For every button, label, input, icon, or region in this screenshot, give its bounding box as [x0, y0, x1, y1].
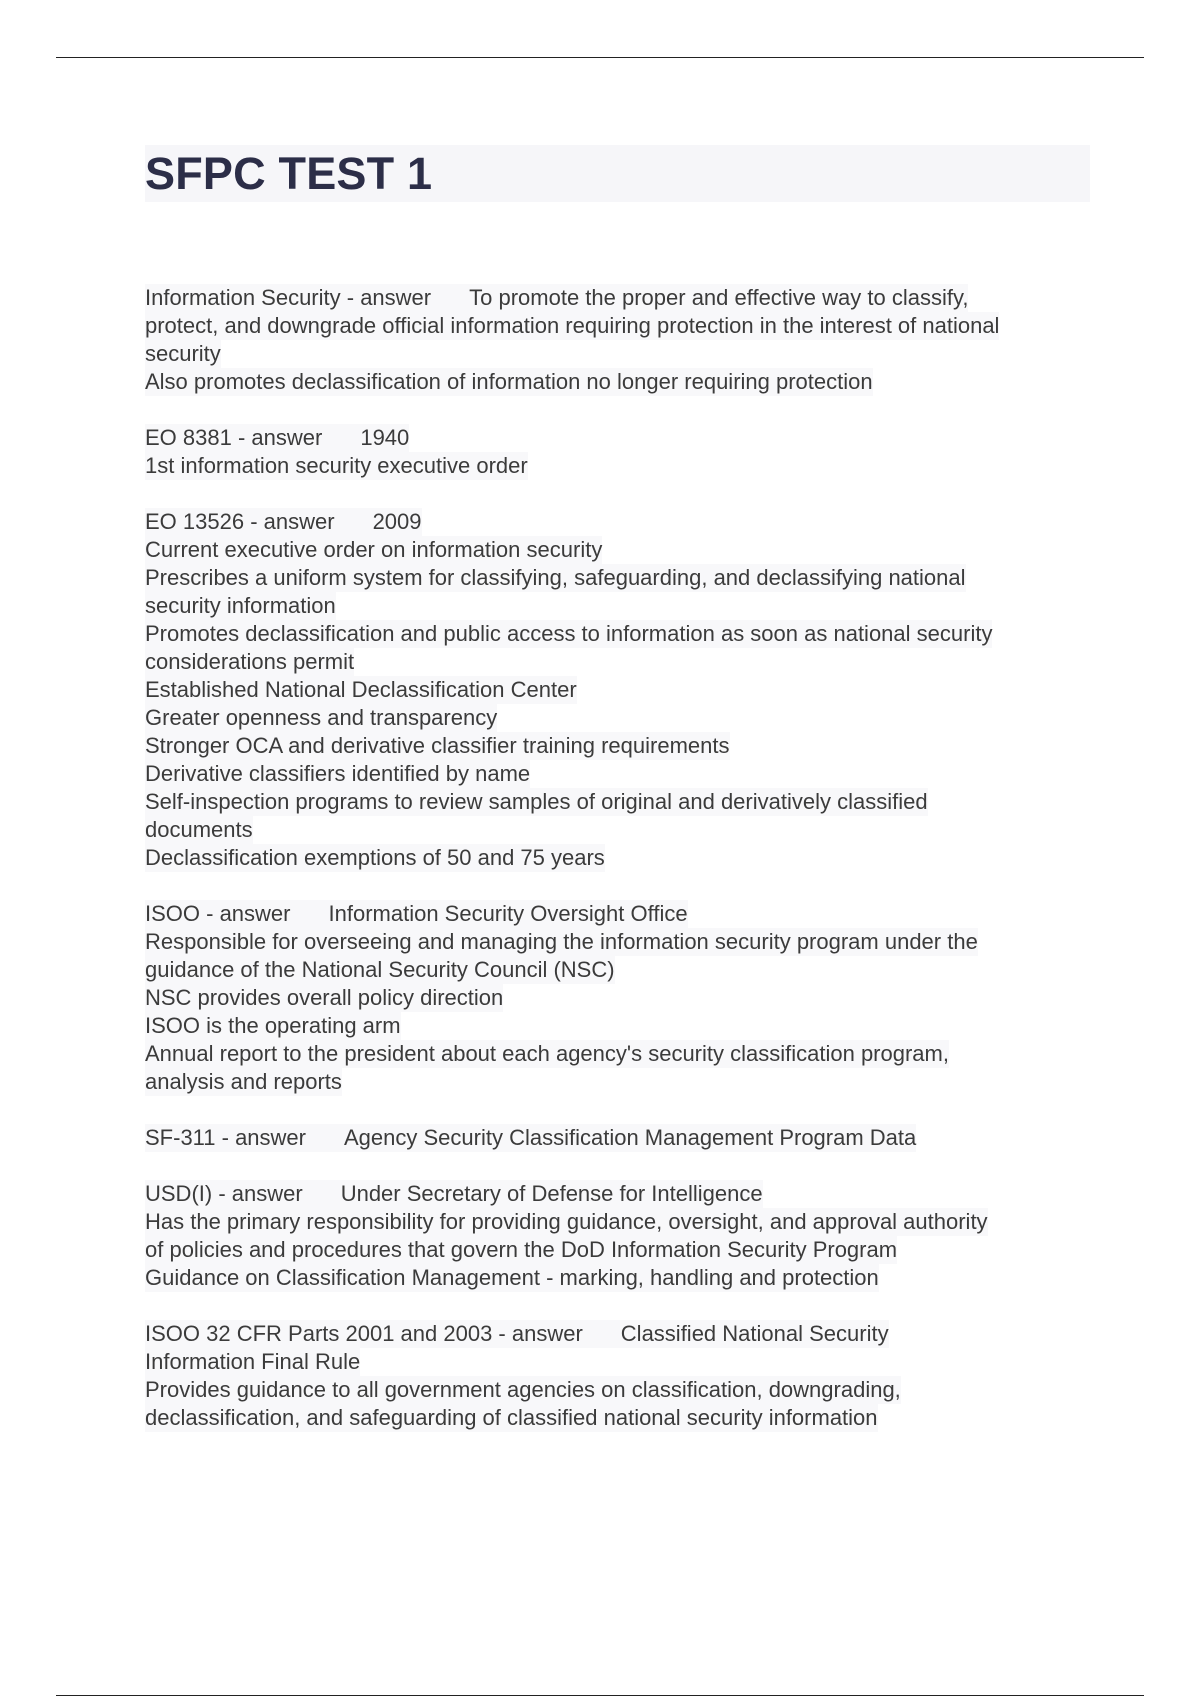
- flashcard-term: SF-311: [145, 1125, 216, 1150]
- flashcard-answer-start: 2009: [372, 509, 422, 534]
- title-band: [145, 145, 1090, 202]
- flashcard-question-line: [145, 900, 688, 928]
- flashcard-question-line: [145, 1124, 916, 1152]
- flashcard-answer-line: security: [145, 341, 221, 366]
- flashcard-answer-line: Promotes declassification and public access to information as soon as national security: [145, 621, 993, 646]
- flashcard-answer-line: protect, and downgrade official information requiring protection in the interest of national: [145, 313, 1000, 338]
- flashcard-answer-line: documents: [145, 817, 253, 842]
- flashcard-answer-start: 1940: [360, 425, 410, 450]
- flashcard-question-line: [145, 508, 422, 536]
- flashcard-answer-line: Annual report to the president about each agency's security classification program,: [145, 1041, 949, 1066]
- flashcard-answer-line: Provides guidance to all government agencies on classification, downgrading,: [145, 1377, 901, 1402]
- bottom-divider: [56, 1695, 1144, 1696]
- flashcard-answer-line: Self-inspection programs to review samples of original and derivatively classified: [145, 789, 928, 814]
- flashcard-question-line: [145, 284, 968, 312]
- page-title: SFPC TEST 1: [145, 147, 433, 199]
- flashcard-answer-line: Established National Declassification Center: [145, 677, 577, 702]
- flashcard-answer-line: declassification, and safeguarding of classified national security information: [145, 1405, 878, 1430]
- flashcard-answer-start: Information Security Oversight Office: [328, 901, 688, 926]
- flashcard-answer-line: Current executive order on information security: [145, 537, 603, 562]
- top-divider: [56, 57, 1144, 58]
- flashcard-answer-start: Under Secretary of Defense for Intelligence: [340, 1181, 763, 1206]
- answer-separator: - answer: [492, 1321, 583, 1346]
- flashcard-answer-line: considerations permit: [145, 649, 355, 674]
- flashcard-answer-line: Information Final Rule: [145, 1349, 361, 1374]
- flashcard-answer-line: 1st information security executive order: [145, 453, 528, 478]
- flashcard-answer-line: ISOO is the operating arm: [145, 1013, 401, 1038]
- flashcard-answer-start: Agency Security Classification Management Program Data: [344, 1125, 917, 1150]
- flashcard-answer-line: NSC provides overall policy direction: [145, 985, 504, 1010]
- flashcard-term: ISOO: [145, 901, 201, 926]
- flashcard-term: ISOO 32 CFR Parts 2001 and 2003: [145, 1321, 493, 1346]
- answer-separator: - answer: [340, 285, 432, 310]
- answer-separator: - answer: [231, 425, 323, 450]
- flashcard-question-line: [145, 1320, 889, 1348]
- flashcard-answer-line: guidance of the National Security Council (NSC): [145, 957, 615, 982]
- flashcard-answer-line: Greater openness and transparency: [145, 705, 498, 730]
- flashcard-answer-line: Derivative classifiers identified by name: [145, 761, 531, 786]
- flashcard-term: Information Security: [145, 285, 341, 310]
- flashcard: [145, 900, 1090, 1096]
- flashcard-answer-line: of policies and procedures that govern the DoD Information Security Program: [145, 1237, 898, 1262]
- answer-separator: - answer: [215, 1125, 306, 1150]
- flashcard-term: USD(I): [145, 1181, 213, 1206]
- flashcard: [145, 1124, 1090, 1152]
- flashcard-question-line: [145, 424, 409, 452]
- answer-separator: - answer: [200, 901, 291, 926]
- flashcard-answer-line: Also promotes declassification of information no longer requiring protection: [145, 369, 873, 394]
- flashcard-answer-line: security information: [145, 593, 336, 618]
- document-body: [145, 145, 1090, 1460]
- flashcard-answer-start: To promote the proper and effective way to classify,: [469, 285, 969, 310]
- flashcard: [145, 1180, 1090, 1292]
- flashcard-answer-line: Guidance on Classification Management - marking, handling and protection: [145, 1265, 879, 1290]
- flashcard: [145, 508, 1090, 872]
- flashcard-term: EO 8381: [145, 425, 232, 450]
- flashcard-answer-line: Has the primary responsibility for providing guidance, oversight, and approval authority: [145, 1209, 988, 1234]
- flashcard-list: [145, 284, 1090, 1432]
- flashcard: [145, 1320, 1090, 1432]
- flashcard-answer-line: Prescribes a uniform system for classifying, safeguarding, and declassifying national: [145, 565, 966, 590]
- flashcard-question-line: [145, 1180, 763, 1208]
- flashcard-answer-line: analysis and reports: [145, 1069, 342, 1094]
- answer-separator: - answer: [212, 1181, 303, 1206]
- flashcard: [145, 284, 1090, 396]
- flashcard-answer-start: Classified National Security: [620, 1321, 889, 1346]
- flashcard-term: EO 13526: [145, 509, 245, 534]
- flashcard-answer-line: Declassification exemptions of 50 and 75 years: [145, 845, 605, 870]
- answer-separator: - answer: [244, 509, 335, 534]
- flashcard: [145, 424, 1090, 480]
- flashcard-answer-line: Responsible for overseeing and managing the information security program under the: [145, 929, 978, 954]
- flashcard-answer-line: Stronger OCA and derivative classifier training requirements: [145, 733, 730, 758]
